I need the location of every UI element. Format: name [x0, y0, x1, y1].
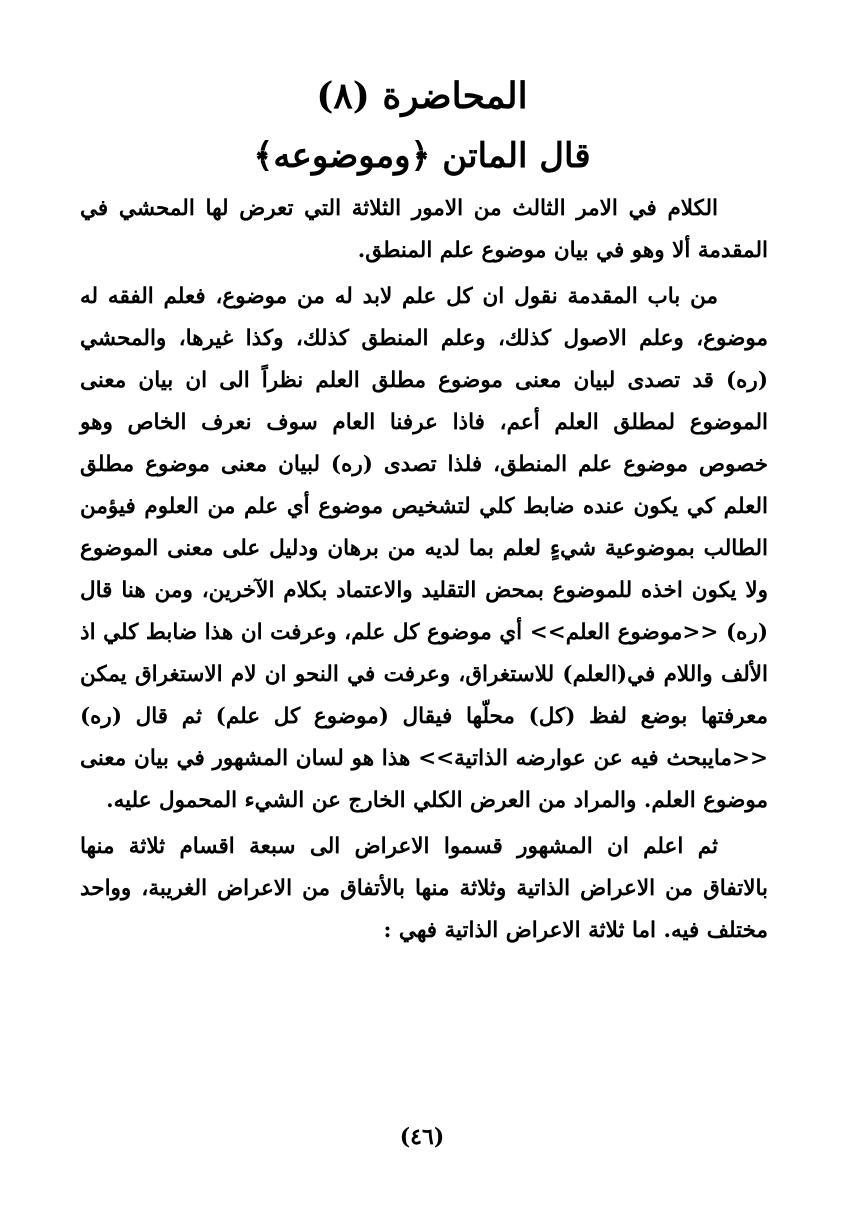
paragraph-classification: ثم اعلم ان المشهور قسموا الاعراض الى سبعة اقسام ثلاثة منها بالاتفاق من الاعراض الذاتية وثلاثة منها بالأتفاق من الاعراض الغريبة، وواحد مختلف فيه. اما ثلاثة الاعراض الذاتية فهي : [80, 834, 768, 943]
body-text [80, 188, 768, 956]
page-number: (٤٦) [399, 1124, 445, 1150]
paragraph-intro: الكلام في الامر الثالث من الامور الثلاثة التي تعرض لها المحشي في المقدمة ألا وهو في بيان موضوع علم المنطق. [80, 196, 768, 263]
lecture-title: المحاضرة (٨) [316, 75, 528, 117]
matn-title: قال الماتن ﴿وموضوعه﴾ [253, 136, 591, 176]
paragraph-main: من باب المقدمة نقول ان كل علم لابد له من موضوع، فعلم الفقه له موضوع، وعلم الاصول كذلك، وعلم المنطق كذلك، وكذا غيرها، والمحشي (ره) قد تصدى لبيان معنى موضوع مطلق العلم نظراً الى ان بيان معنى الموضوع لمطلق العلم أعم، فاذا عرفنا العام سوف نعرف الخاص وهو خصوص موضوع علم المنطق، فلذا تصدى (ره) لبيان معنى موضوع مطلق العلم كي يكون عنده ضابط كلي لتشخيص موضوع أي علم من العلوم فيؤمن الطالب بموضوعية شيءٍ لعلم بما لديه من برهان ودليل على معنى الموضوع ولا يكون اخذه للموضوع بمحض التقليد والاعتماد بكلام الآخرين، ومن هنا قال (ره) <<موضوع العلم>> أي موضوع كل علم، وعرفت ان هذا ضابط كلي اذ الألف واللام في(العلم) للاستغراق، وعرفت في النحو ان لام الاستغراق يمكن معرفتها بوضع لفظ (كل) محلّها فيقال (موضوع كل علم) ثم قال (ره) <<مايبحث فيه عن عوارضه الذاتية>> هذا هو لسان المشهور في بيان معنى موضوع العلم. والمراد من العرض الكلي الخارج عن الشيء المحمول عليه. [80, 284, 768, 813]
